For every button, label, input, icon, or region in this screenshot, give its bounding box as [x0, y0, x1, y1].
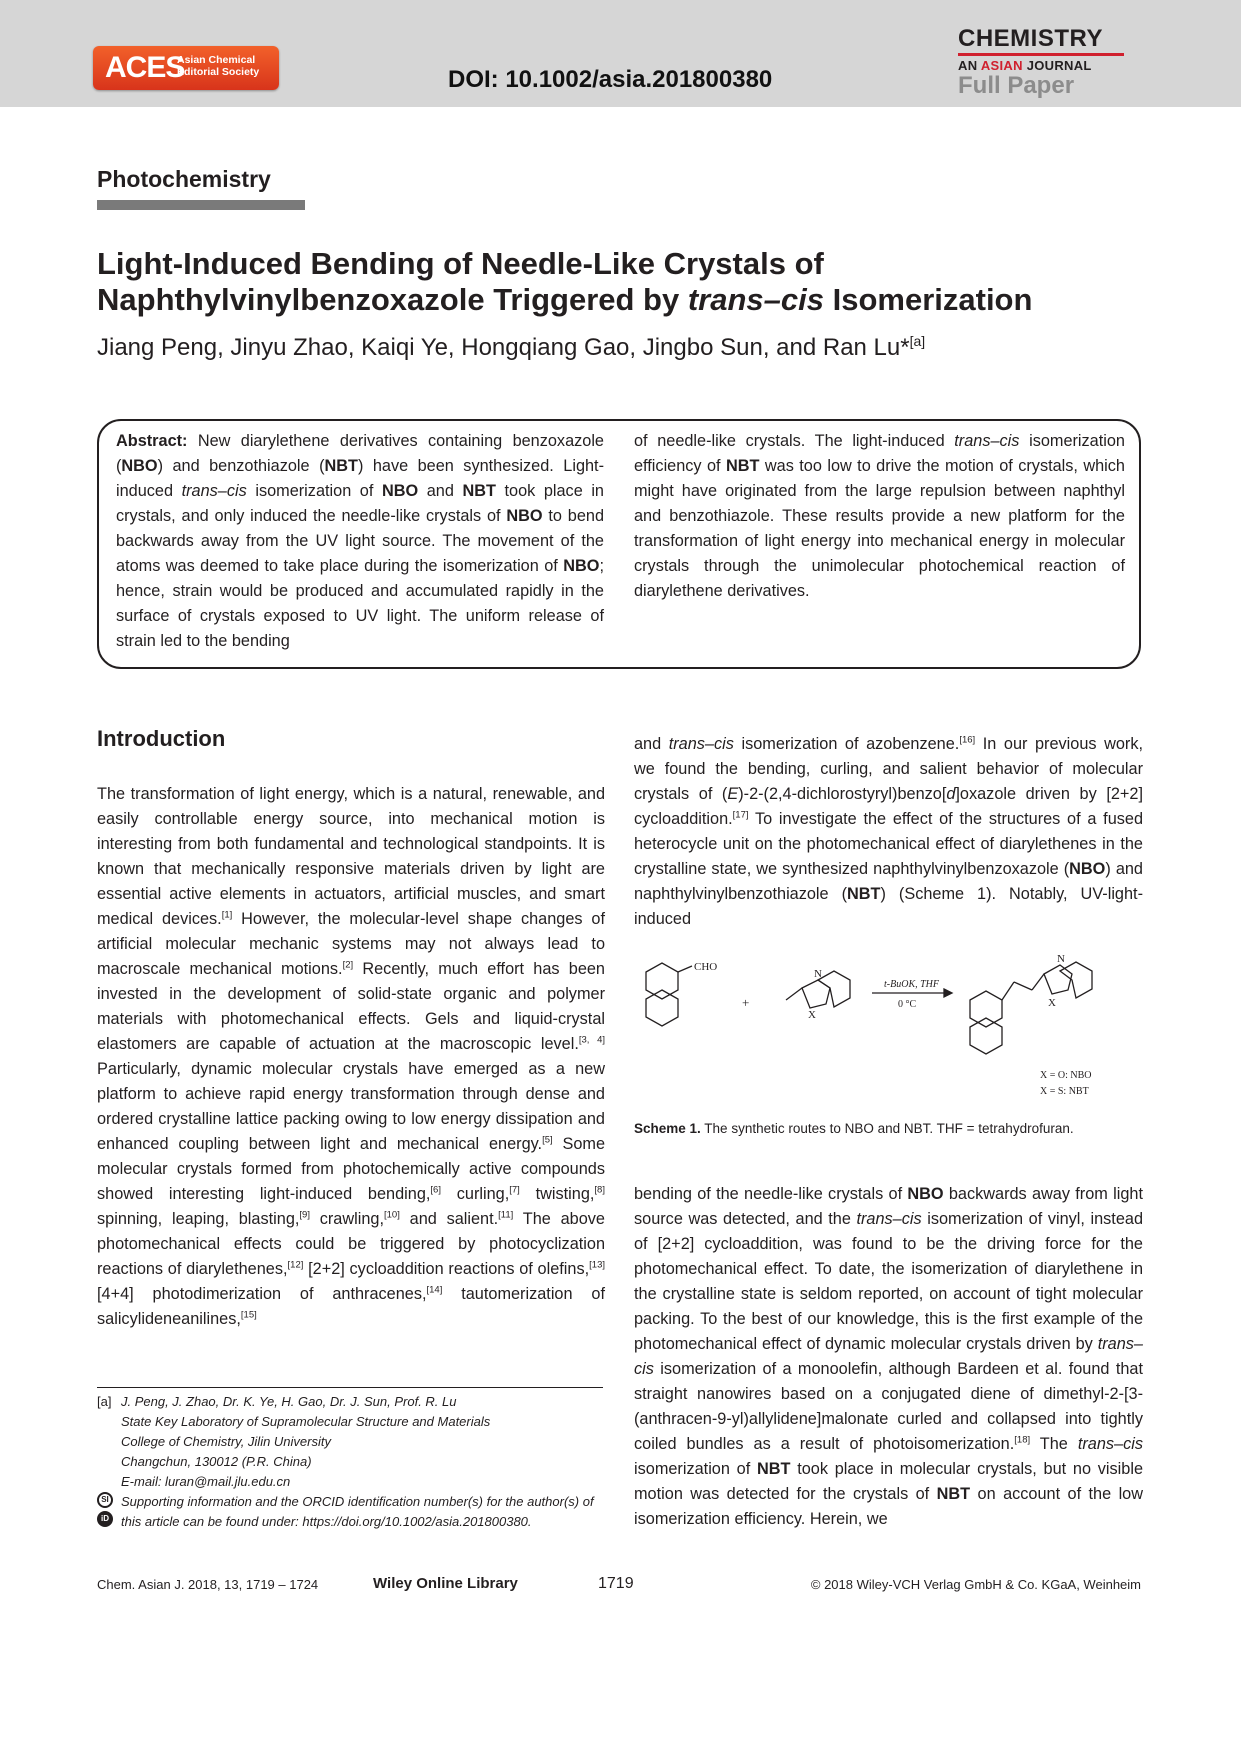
aces-society-logo[interactable]	[93, 46, 279, 90]
journal-logo	[958, 26, 1128, 99]
section-bar	[97, 200, 305, 210]
article-type: Full Paper	[958, 72, 1075, 99]
scheme-label-reagent: t-BuOK, THF	[884, 979, 939, 990]
scheme-label-n2: N	[1057, 953, 1065, 965]
scheme-label-x1: X	[808, 1009, 816, 1021]
page-number: 1719	[598, 1575, 634, 1592]
scheme-label-temp: 0 °C	[898, 999, 917, 1010]
aces-logo-subtitle: Asian Chemical Editorial Society	[177, 54, 260, 78]
article-title: Light-Induced Bending of Needle-Like Crystals of Naphthylvinylbenzoxazole Triggered by trans–cis Isomerization	[97, 246, 1033, 317]
supporting-info-icon: SI	[97, 1492, 113, 1508]
author-list: Jiang Peng, Jinyu Zhao, Kaiqi Ye, Hongqiang Gao, Jingbo Sun, and Ran Lu*[a]	[97, 333, 926, 361]
aces-logo-text: ACES	[105, 51, 185, 84]
journal-title-underline	[958, 53, 1124, 56]
scheme-label-cho: CHO	[694, 961, 718, 973]
footer-copyright: © 2018 Wiley-VCH Verlag GmbH & Co. KGaA, Weinheim	[810, 1577, 1141, 1592]
footnote-email[interactable]: E-mail: luran@mail.jlu.edu.cn	[121, 1474, 291, 1489]
orcid-icon: iD	[97, 1511, 113, 1527]
azole-ring	[1044, 965, 1072, 994]
scheme-label-n1: N	[814, 968, 822, 980]
scheme-label-x2: X	[1048, 997, 1056, 1009]
intro-text-left: The transformation of light energy, which is a natural, renewable, and easily controllable energy source, into mechanical motion is interesting from both fundamental and technological standpoints. It is known that mechanically responsive materials driven by light are essential active elements in actuators, artificial muscles, and smart medical devices.[1] However, the molecular-level shape changes of artificial molecular mechanic systems may not always lead to macroscale mechanical motions.[2] Recently, much effort has been invested in the development of solid-state organic and polymer materials with photomechanical effects. Gels and liquid-crystal elastomers are capable of actuation at the macroscopic level.[3, 4] Particularly, dynamic molecular crystals have emerged as a new platform to achieve rapid energy transformation through dense and ordered crystalline lattice packing owing to low energy dissipation and enhanced coupling between light and mechanical energy.[5] Some molecular crystals formed from photochemically active compounds showed interesting light-induced bending,[6] curling,[7] twisting,[8] spinning, leaping, blasting,[9] crawling,[10] and salient.[11] The above photomechanical effects could be triggered by photocyclization reactions of diarylethenes,[12] [2+2] cycloaddition reactions of olefins,[13] [4+4] photodimerization of anthracenes,[14] tautomerization of salicylideneanilines,[15]	[97, 785, 606, 1328]
naphthalene-ring	[970, 991, 1002, 1027]
naphthalene-ring	[646, 990, 678, 1026]
supporting-info-text[interactable]: Supporting information and the ORCID identification number(s) for the author(s) of this article can be found under: https://doi.org/10.1002/asia.201800380.	[121, 1494, 594, 1529]
abstract-text-left: Abstract: New diarylethene derivatives containing benzoxazole (NBO) and benzothiazole (NBT) have been synthesized. Light-induced trans–cis isomerization of NBO and NBT took place in crystals, and only induced the needle-like crystals of NBO to bend backwards away from the UV light source. The movement of the atoms was deemed to take place during the isomerization of NBO; hence, strain would be produced and accumulated rapidly in the surface of crystals exposed to UV light. The uniform release of strain led to the bending	[116, 432, 604, 650]
benzo-ring	[818, 971, 850, 1007]
benzo-ring	[1060, 962, 1092, 998]
naphthalene-ring	[970, 1018, 1002, 1054]
scheme-label-x-s: X = S: NBT	[1040, 1086, 1089, 1097]
footer-library-link[interactable]: Wiley Online Library	[373, 1575, 518, 1592]
footnote-tag: [a]	[97, 1394, 112, 1409]
intro-text-right-top: and trans–cis isomerization of azobenzene.[16] In our previous work, we found the bending, curling, and salient behavior of molecular crystals of (E)-2-(2,4-dichlorostyryl)benzo[d]oxazole driven by [2+2] cycloaddition.[17] To investigate the effect of the structures of a fused heterocycle unit on the photomechanical effect of diarylethenes in the crystalline state, we synthesized naphthylvinylbenzoxazole (NBO) and naphthylvinylbenzothiazole (NBT) (Scheme 1). Notably, UV-light-induced	[634, 734, 1144, 928]
footnote-line: State Key Laboratory of Supramolecular Structure and Materials	[121, 1414, 491, 1429]
footnote-line: J. Peng, J. Zhao, Dr. K. Ye, H. Gao, Dr. J. Sun, Prof. R. Lu	[121, 1394, 457, 1409]
scheme-label-plus: +	[742, 995, 750, 1010]
section-label: Photochemistry	[97, 166, 271, 192]
doi-label[interactable]: DOI: 10.1002/asia.201800380	[448, 66, 773, 93]
introduction-heading: Introduction	[97, 726, 226, 751]
footnote-line: Changchun, 130012 (P.R. China)	[121, 1454, 312, 1469]
journal-subtitle: AN ASIAN JOURNAL	[958, 58, 1092, 73]
abstract-text-right: of needle-like crystals. The light-induced trans–cis isomerization efficiency of NBT was too low to drive the motion of crystals, which might have originated from the large repulsion between naphthyl and benzothiazole. These results provide a new platform for the transformation of light energy into mechanical energy in molecular crystals through the unimolecular photochemical reaction of diarylethene derivatives.	[634, 432, 1125, 600]
journal-title: CHEMISTRY	[958, 25, 1103, 52]
scheme-1-diagram	[634, 953, 1144, 1105]
intro-text-right-bottom: bending of the needle-like crystals of NBO backwards away from light source was detected, and the trans–cis isomerization of vinyl, instead of [2+2] cycloaddition, was found to be the driving force for the photomechanical effect. To date, the isomerization of diarylethene in the crystalline state is seldom reported, on account of tight molecular packing. To the best of our knowledge, this is the first example of the photomechanical effect of dynamic molecular crystals driven by trans–cis isomerization of a monoolefin, although Bardeen et al. found that straight nanowires based on a conjugated diene of dimethyl-2-[3-(anthracen-9-yl)allylidene]malonate curled and collapsed into tightly coiled bundles as a result of photoisomerization.[18] The trans–cis isomerization of NBT took place in molecular crystals, but no visible motion was detected for the crystals of NBT on account of the low isomerization efficiency. Herein, we	[634, 1185, 1144, 1528]
scheme-caption: Scheme 1. The synthetic routes to NBO and NBT. THF = tetrahydrofuran.	[634, 1121, 1074, 1136]
naphthalene-ring	[646, 963, 678, 999]
azole-ring	[802, 980, 830, 1008]
footnote-line: College of Chemistry, Jilin University	[121, 1434, 331, 1449]
footnote-rule	[97, 1387, 603, 1388]
footer-citation: Chem. Asian J. 2018, 13, 1719 – 1724	[97, 1577, 319, 1592]
scheme-label-x-o: X = O: NBO	[1040, 1070, 1092, 1081]
